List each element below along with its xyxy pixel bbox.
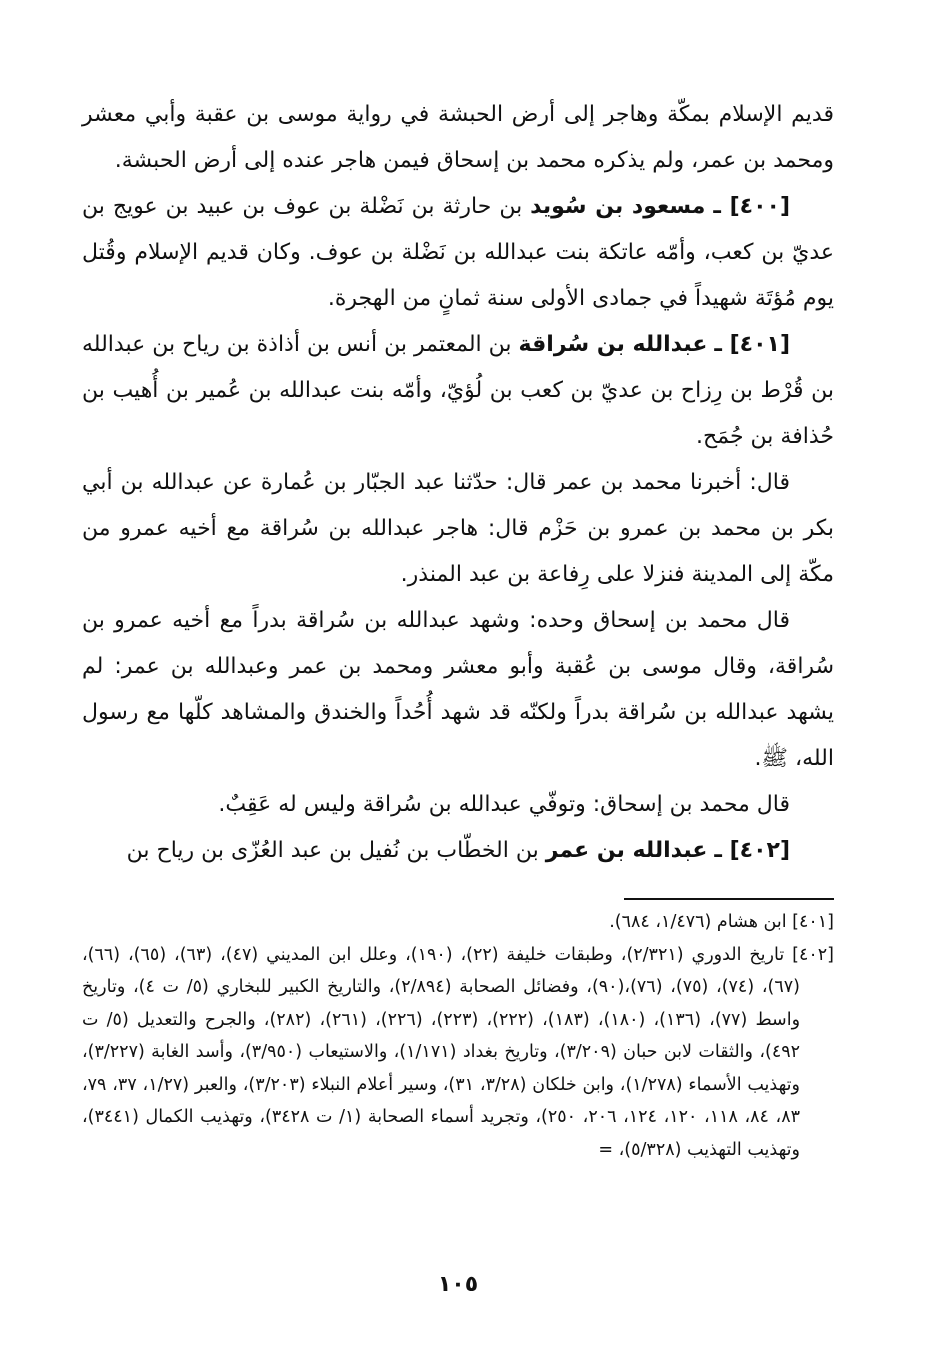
book-page — [82, 92, 834, 1342]
entry-text: بن الخطّاب بن نُفيل بن عبد العُزّى بن رياح بن — [126, 838, 539, 863]
narration-paragraph — [82, 598, 834, 782]
entry-number: [٤٠٠] ـ — [713, 194, 790, 219]
entry-text: بن المعتمر بن أنس بن أذاذة بن رياح بن عبدالله بن قُرْط بن رِزاح بن عديّ بن كعب بن لُؤيّ، وأمّه بنت عبدالله بن عُمير بن أُهيب بن حُذافة بن جُمَح. — [82, 332, 834, 449]
biography-entry-401 — [82, 322, 834, 460]
paragraph-continuation — [82, 92, 834, 184]
footnote-label: [٤٠٢] — [792, 944, 834, 965]
footnotes — [82, 906, 834, 1166]
biography-entry-402 — [82, 828, 834, 874]
narration-paragraph — [82, 460, 834, 598]
page-number: ١٠٥ — [437, 1272, 479, 1297]
biography-entry-400 — [82, 184, 834, 322]
footnote-divider — [624, 898, 834, 900]
entry-number: [٤٠١] ـ — [714, 332, 791, 357]
entry-name: مسعود بن سُويد — [530, 194, 706, 219]
entry-name: عبدالله بن سُراقة — [518, 332, 708, 357]
paragraph-text: قال محمد بن إسحاق: وتوفّي عبدالله بن سُراقة وليس له عَقِبٌ. — [218, 792, 790, 817]
main-text — [82, 92, 834, 874]
entry-text: بن حارثة بن نَضْلة بن عوف بن عبيد بن عويج بن عديّ بن كعب، وأمّه عاتكة بنت عبدالله بن نَضْلة بن عوف. وكان قديم الإسلام وقُتل يوم مُؤتَة شهيداً في جمادى الأولى سنة ثمانٍ من الهجرة. — [82, 194, 834, 311]
footnote-401 — [82, 906, 834, 939]
paragraph-text: قديم الإسلام بمكّة وهاجر إلى أرض الحبشة في رواية موسى بن عقبة وأبي معشر ومحمد بن عمر، ولم يذكره محمد بن إسحاق فيمن هاجر عنده إلى أرض الحبشة. — [82, 102, 834, 173]
entry-number: [٤٠٢] ـ — [714, 838, 790, 863]
paragraph-text: قال: أخبرنا محمد بن عمر قال: حدّثنا عبد الجبّار بن عُمارة عن عبدالله بن أبي بكر بن محمد بن عمرو بن حَزْم قال: هاجر عبدالله بن سُراقة مع أخيه عمرو من مكّة إلى المدينة فنزلا على رِفاعة بن عبد المنذر. — [82, 470, 834, 587]
footnote-text: تاريخ الدوري (٢/٣٢١)، وطبقات خليفة (٢٢)، (١٩٠)، وعلل ابن المديني (٤٧)، (٦٣)، (٦٥)، (٦٦)، (٦٧)، (٧٤)، (٧٥)، (٧٦)،(٩٠)، وفضائل الصحابة (٢/٨٩٤)، والتاريخ الكبير للبخاري (٥/ ت ٤)، وتاريخ واسط (٧٧)، (١٣٦)، (١٨٠)، (١٨٣)، (٢٢٢)، (٢٢٣)، (٢٢٦)، (٢٦١)، (٢٨٢)، والجرح والتعديل (٥/ ت ٤٩٢)، والثقات لابن حبان (٣/٢٠٩)، وتاريخ بغداد (١/١٧١)، والاستيعاب (٣/٩٥٠)، وأسد الغابة (٣/٢٢٧)، وتهذيب الأسماء (١/٢٧٨)، وابن خلكان (٣/٢٨، ٣١)، وسير أعلام النبلاء (٣/٢٠٣)، والعبر (١/٢٧، ٣٧، ٧٩، ٨٣، ٨٤، ١١٨، ١٢٠، ١٢٤، ٢٠٦، ٢٥٠)، وتجريد أسماء الصحابة (١/ ت ٣٤٢٨)، وتهذيب الكمال (٣٤٤١)، وتهذيب التهذيب (٥/٣٢٨)، = — [82, 944, 801, 1160]
entry-name: عبدالله بن عمر — [545, 838, 708, 863]
footnote-label: [٤٠١] — [792, 912, 834, 932]
narration-paragraph — [82, 782, 834, 828]
footnote-text: ابن هشام (١/٤٧٦، ٦٨٤). — [609, 912, 787, 932]
footnote-402 — [82, 939, 834, 1167]
paragraph-text: قال محمد بن إسحاق وحده: وشهد عبدالله بن سُراقة بدراً مع أخيه عمرو بن سُراقة، وقال موسى بن عُقبة وأبو معشر ومحمد بن عمر وعبدالله بن عمر: لم يشهد عبدالله بن سُراقة بدراً ولكنّه قد شهد أُحُداً والخندق والمشاهد كلّها مع رسول الله، ﷺ. — [82, 608, 834, 771]
